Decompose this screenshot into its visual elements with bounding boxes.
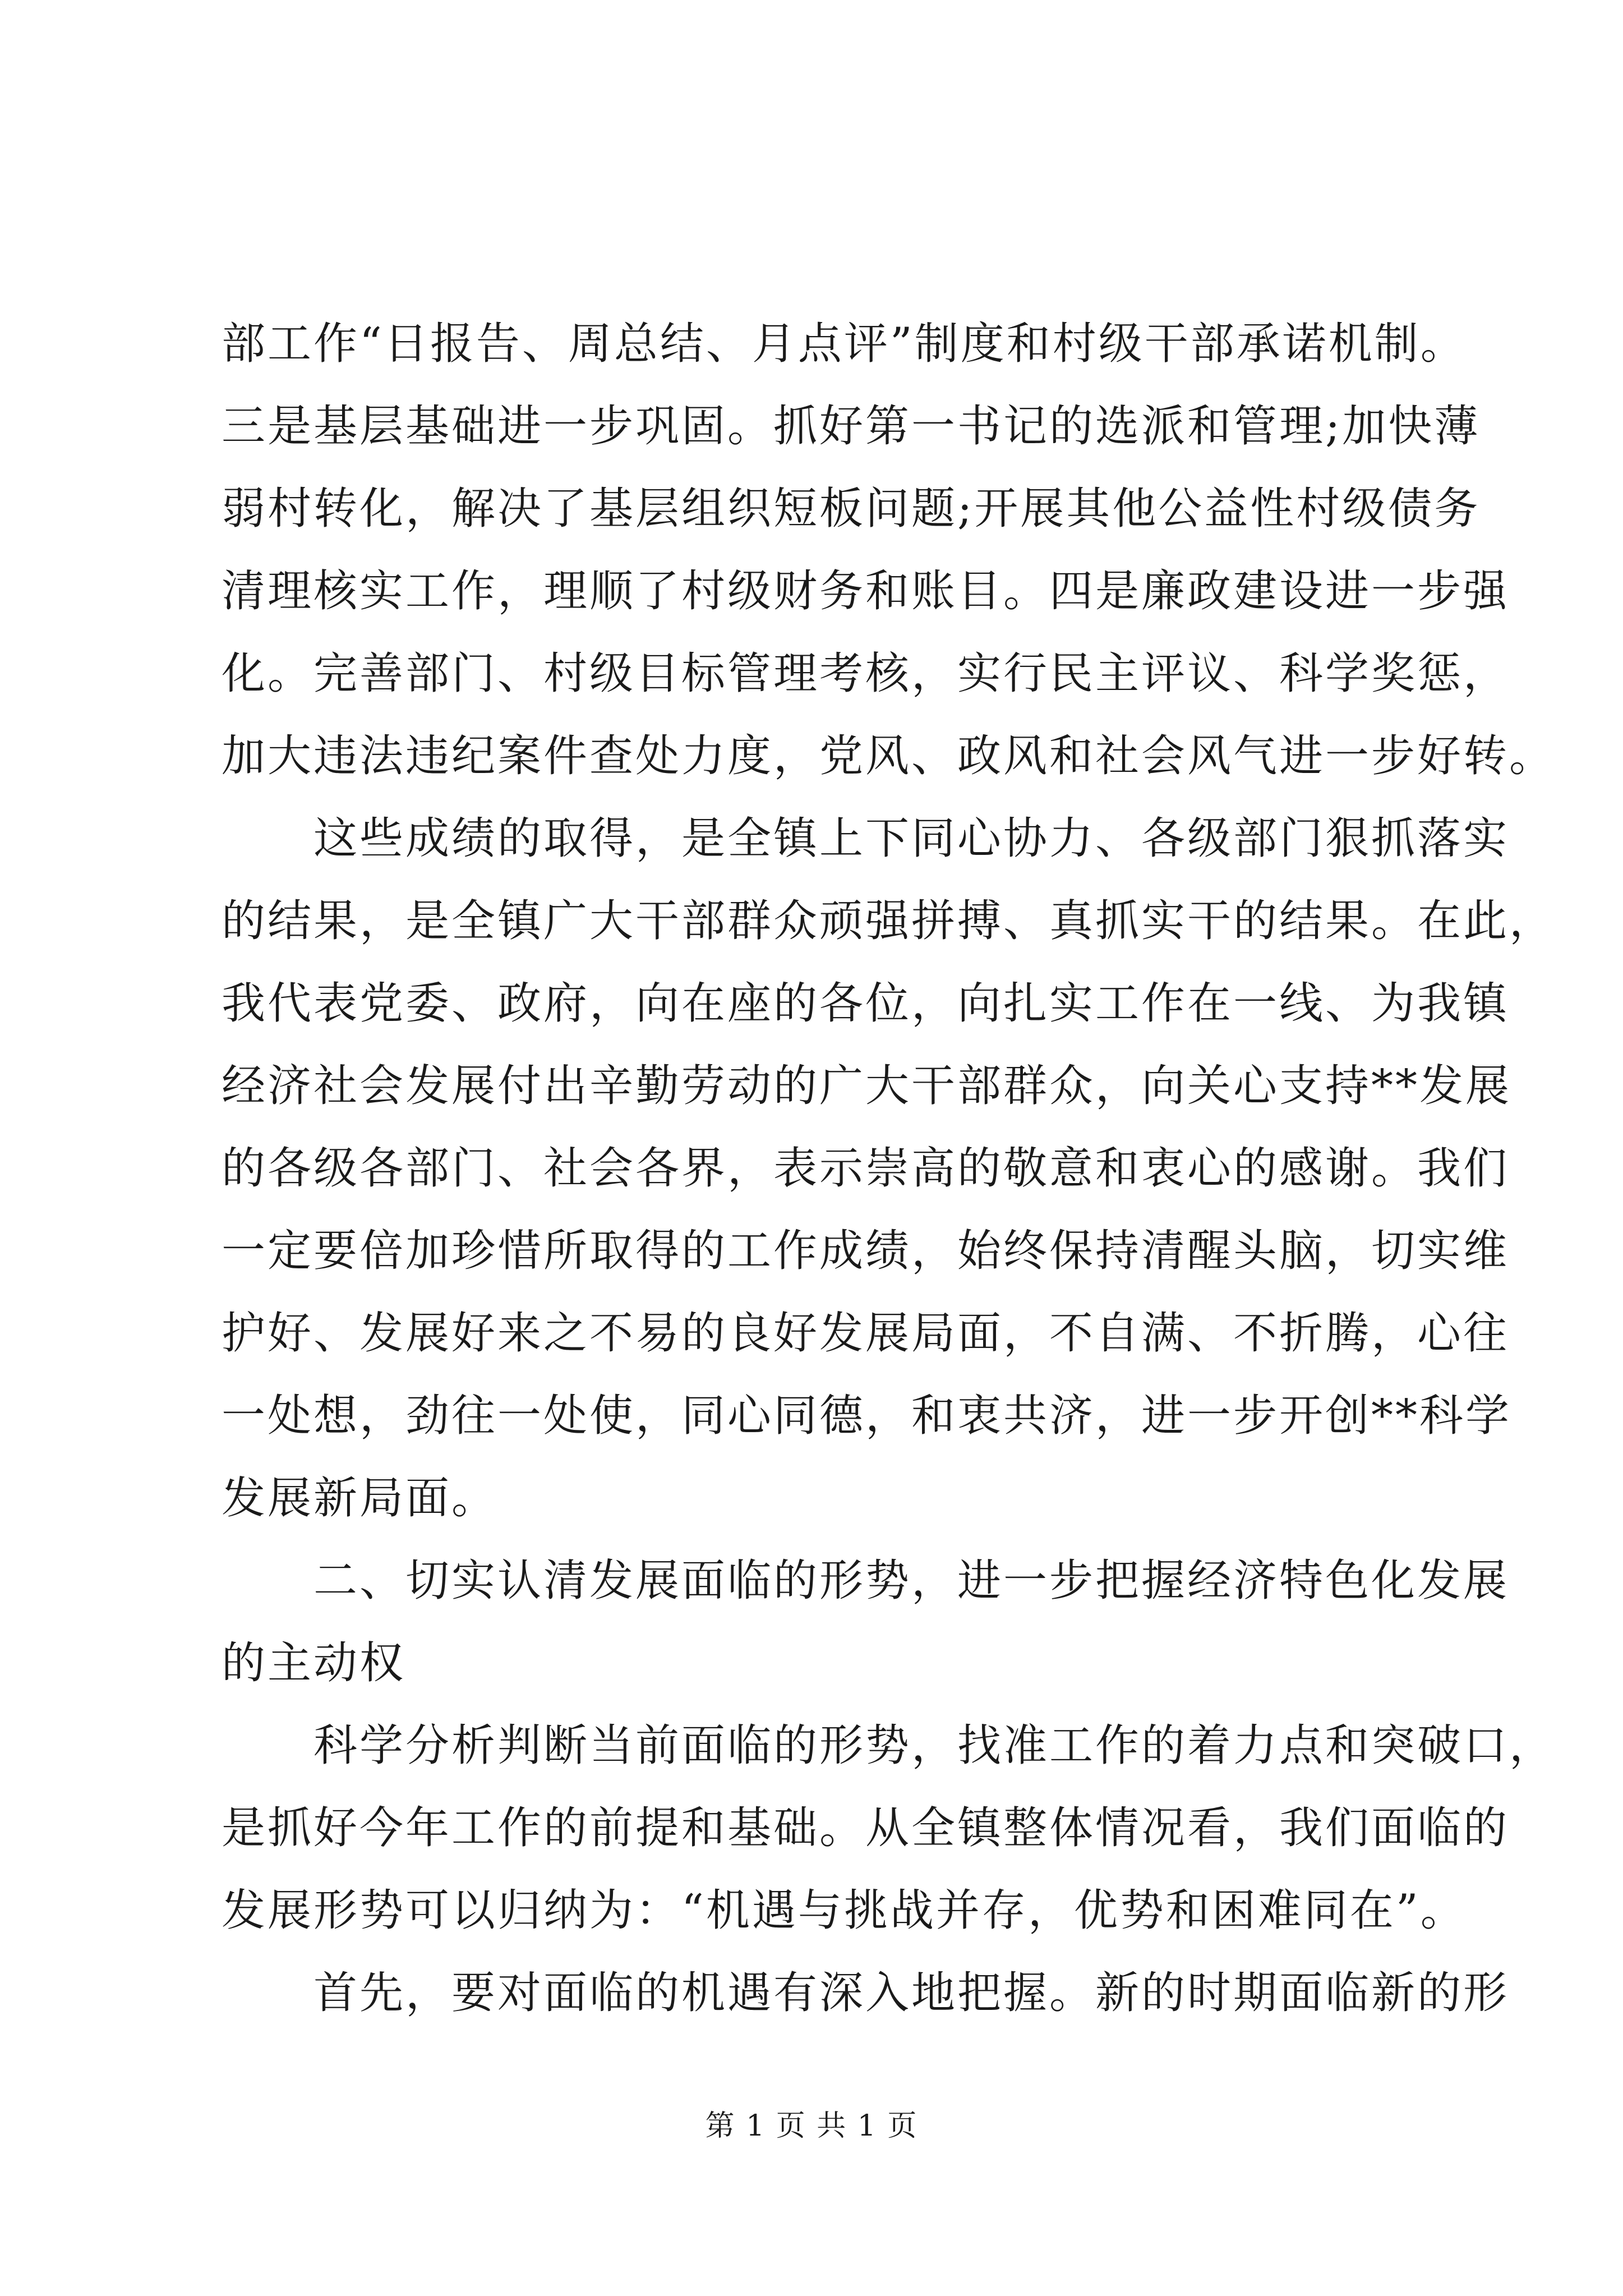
page-number-label: 第 1 页 共 1 页 — [705, 2109, 918, 2143]
text-line: 首先，要对面临的机遇有深入地把握。新的时期面临新的形 — [222, 1968, 1510, 2018]
text-line: 护好、发展好来之不易的良好发展局面，不自满、不折腾，心往 — [222, 1308, 1510, 1359]
document-body — [222, 303, 1556, 2035]
text-line: 一定要倍加珍惜所取得的工作成绩，始终保持清醒头脑，切实维 — [222, 1226, 1510, 1276]
section-heading-line: 二、切实认清发展面临的形势，进一步把握经济特色化发展 — [222, 1556, 1510, 1606]
text-line: 发展形势可以归纳为：“机遇与挑战并存，优势和困难同在”。 — [222, 1885, 1467, 1936]
text-line: 的结果，是全镇广大干部群众顽强拼搏、真抓实干的结果。在此， — [222, 896, 1556, 946]
text-line: 经济社会发展付出辛勤劳动的广大干部群众，向关心支持**发展 — [222, 1061, 1512, 1111]
section-heading-line: 的主动权 — [222, 1638, 406, 1688]
text-line: 一处想，劲往一处使，同心同德，和衷共济，进一步开创**科学 — [222, 1391, 1512, 1441]
text-line: 弱村转化，解决了基层组织短板问题;开展其他公益性村级债务 — [222, 484, 1481, 534]
text-line: 的各级各部门、社会各界，表示崇高的敬意和衷心的感谢。我们 — [222, 1143, 1510, 1194]
text-line: 部工作“日报告、周总结、月点评”制度和村级干部承诺机制。 — [222, 319, 1467, 369]
text-line: 化。完善部门、村级目标管理考核，实行民主评议、科学奖惩， — [222, 648, 1510, 699]
text-line: 发展新局面。 — [222, 1473, 498, 1524]
text-line: 我代表党委、政府，向在座的各位，向扎实工作在一线、为我镇 — [222, 978, 1510, 1029]
text-line: 科学分析判断当前面临的形势，找准工作的着力点和突破口， — [222, 1720, 1556, 1771]
text-line: 是抓好今年工作的前提和基础。从全镇整体情况看，我们面临的 — [222, 1803, 1510, 1853]
text-line: 三是基层基础进一步巩固。抓好第一书记的选派和管理;加快薄 — [222, 401, 1481, 452]
page-footer — [0, 2106, 1623, 2146]
text-line: 加大违法违纪案件查处力度，党风、政风和社会风气进一步好转。 — [222, 731, 1556, 781]
text-line: 清理核实工作，理顺了村级财务和账目。四是廉政建设进一步强 — [222, 566, 1510, 616]
text-line: 这些成绩的取得，是全镇上下同心协力、各级部门狠抓落实 — [222, 813, 1510, 864]
